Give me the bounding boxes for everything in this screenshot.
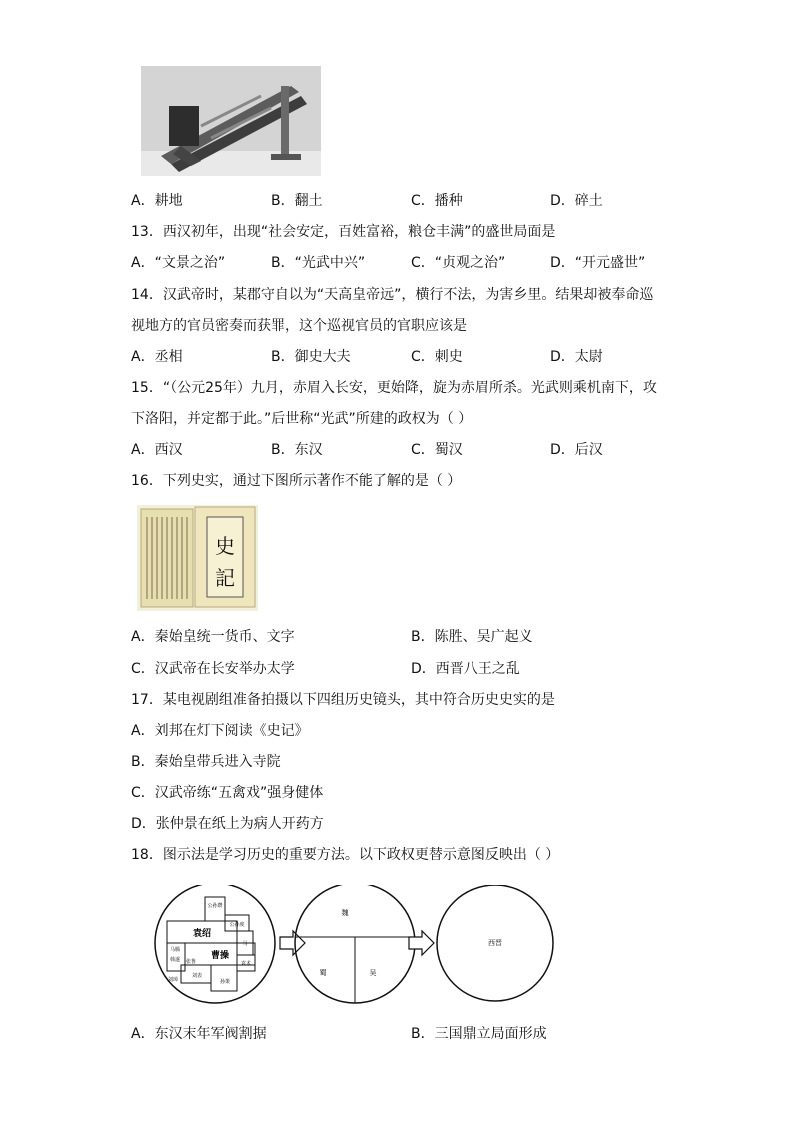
q13-option-c[interactable]: C．“贞观之治” <box>411 255 506 271</box>
label-hansui: 韩遂 <box>169 957 181 963</box>
q17-stem: 17．某电视剧组准备拍摄以下四组历史镜头，其中符合历史史实的是 <box>131 692 555 708</box>
q14-option-a[interactable]: A．丞相 <box>131 349 183 365</box>
q18-stem: 18．图示法是学习历史的重要方法。以下政权更替示意图反映出（ ） <box>131 847 560 863</box>
q17-option-b[interactable]: B．秦始皇带兵进入寺院 <box>131 754 281 770</box>
q17-option-d[interactable]: D．张仲景在纸上为病人开药方 <box>131 816 324 832</box>
label-yuanshao: 袁绍 <box>192 929 212 939</box>
q12-option-c[interactable]: C．播种 <box>411 193 463 209</box>
q13-stem: 13．西汉初年，出现“社会安定，百姓富裕，粮仓丰满”的盛世局面是 <box>131 224 556 240</box>
q14-option-d[interactable]: D．太尉 <box>550 349 603 365</box>
plow-drawing <box>141 66 321 176</box>
q12-option-d[interactable]: D．碎土 <box>550 193 603 209</box>
q13-option-d[interactable]: D．“开元盛世” <box>550 255 646 271</box>
q16-option-b[interactable]: B．陈胜、吴广起义 <box>411 629 533 645</box>
q15-option-b[interactable]: B．东汉 <box>271 442 323 458</box>
shiji-book-drawing <box>137 505 258 611</box>
q16-option-c[interactable]: C．汉武帝在长安举办太学 <box>131 661 295 677</box>
label-gongsunzan: 公孙瓒 <box>207 903 223 909</box>
label-gongsundu: 公孙度 <box>229 922 245 928</box>
q15-stem-line2: 下洛阳，并定都于此。”后世称“光武”所建的政权为（ ） <box>131 411 473 427</box>
q16-option-d[interactable]: D．西晋八王之乱 <box>411 661 520 677</box>
q13-option-b[interactable]: B．“光武中兴” <box>271 255 366 271</box>
book-title-char-2: 記 <box>215 566 235 590</box>
q15-option-d[interactable]: D．后汉 <box>550 442 603 458</box>
label-xijin: 西晋 <box>488 939 502 947</box>
label-shu: 蜀 <box>319 969 327 977</box>
label-caocao: 曹操 <box>210 951 230 961</box>
q13-option-a[interactable]: A．“文景之治” <box>131 255 226 271</box>
label-mateng: 马腾 <box>169 947 181 953</box>
q14-stem-line2: 视地方的官员密奏而获罪，这个巡视官员的官职应该是 <box>131 318 467 334</box>
label-zhanglu: 张鲁 <box>185 959 197 965</box>
q16-stem: 16．下列史实，通过下图所示著作不能了解的是（ ） <box>131 473 462 489</box>
q15-stem-line1: 15．“（公元25年）九月，赤眉入长安，更始降，旋为赤眉所杀。光武则乘机南下，攻 <box>131 380 657 396</box>
q16-option-a[interactable]: A．秦始皇统一货币、文字 <box>131 629 295 645</box>
regime-change-diagram <box>145 885 565 1005</box>
q14-option-c[interactable]: C．刺史 <box>411 349 463 365</box>
arrow-icon-1 <box>280 931 305 955</box>
label-ma: 马 <box>242 941 248 947</box>
arrow-icon-2 <box>409 931 434 955</box>
q12-option-a[interactable]: A．耕地 <box>131 193 183 209</box>
q17-option-c[interactable]: C．汉武帝练“五禽戏”强身健体 <box>131 785 324 801</box>
label-wei: 魏 <box>341 909 349 917</box>
q17-option-a[interactable]: A．刘邦在灯下阅读《史记》 <box>131 723 309 739</box>
q15-option-a[interactable]: A．西汉 <box>131 442 183 458</box>
q14-stem-line1: 14．汉武帝时，某郡守自以为“天高皇帝远”，横行不法，为害乡里。结果却被奉命巡 <box>131 287 654 303</box>
q18-option-b[interactable]: B．三国鼎立局面形成 <box>411 1026 547 1042</box>
q12-option-b[interactable]: B．翻土 <box>271 193 323 209</box>
q14-option-b[interactable]: B．御史大夫 <box>271 349 351 365</box>
label-yuanshu: 袁术 <box>240 961 252 967</box>
q15-option-c[interactable]: C．蜀汉 <box>411 442 463 458</box>
book-title-char-1: 史 <box>215 534 235 558</box>
plow-image <box>141 66 321 176</box>
q18-option-a[interactable]: A．东汉末年军阀割据 <box>131 1026 267 1042</box>
label-liuzhang: 刘璋 <box>167 977 179 983</box>
label-wu: 吴 <box>369 969 377 977</box>
label-sunce: 孙策 <box>219 979 231 985</box>
shiji-book-image <box>137 505 258 611</box>
label-liubiao: 刘表 <box>191 973 203 979</box>
